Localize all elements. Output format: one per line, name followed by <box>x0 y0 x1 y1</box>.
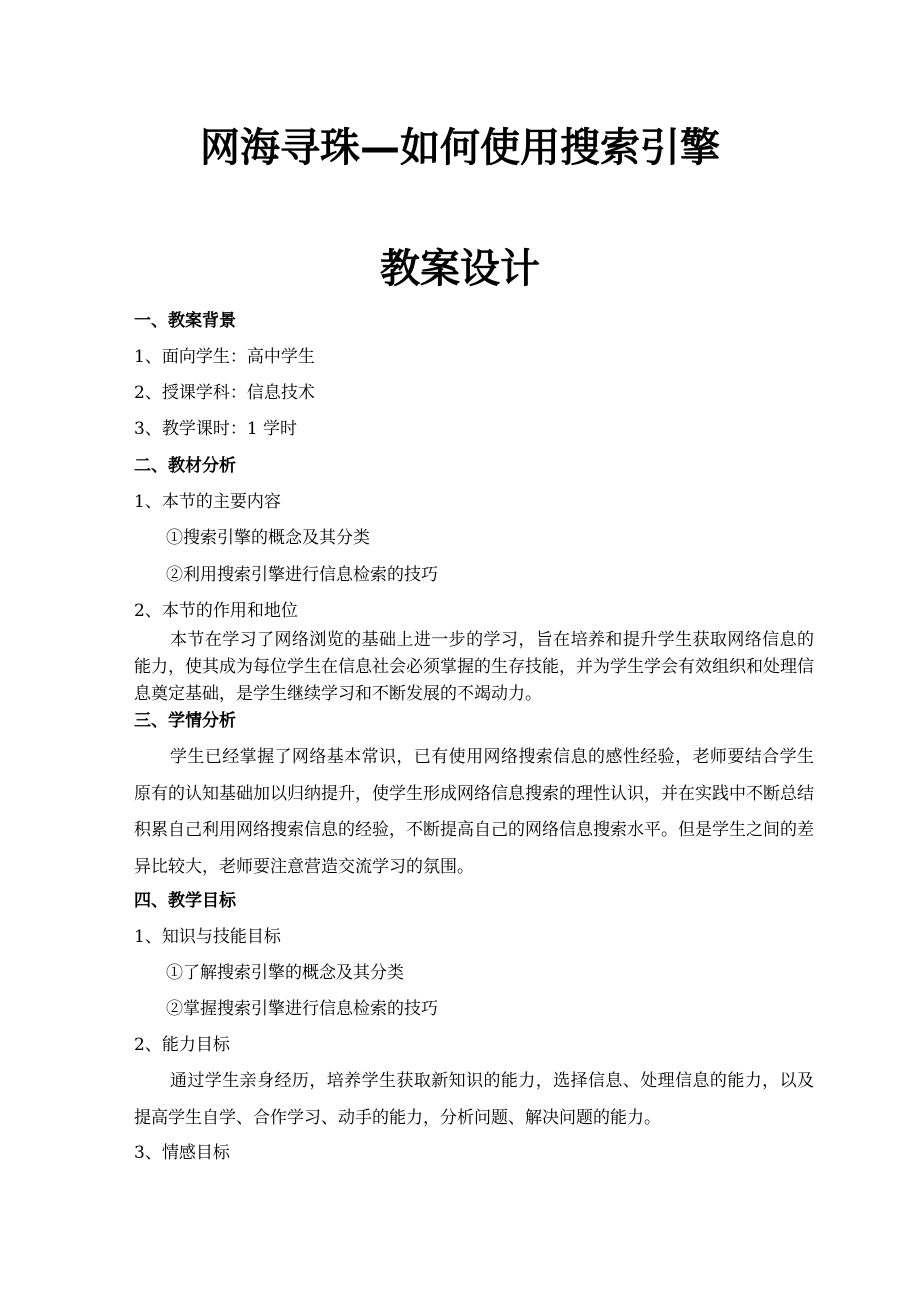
material-item-content: 1、本节的主要内容 <box>134 492 281 512</box>
objectives-ability-paragraph: 通过学生亲身经历，培养学生获取新知识的能力，选择信息、处理信息的能力，以及提高学生自学、合作学习、动手的能力，分析问题、解决问题的能力。 <box>134 1071 814 1128</box>
document-subtitle: 教案设计 <box>380 246 540 292</box>
objectives-item-ability: 2、能力目标 <box>134 1035 230 1055</box>
objectives-item-emotion: 3、情感目标 <box>134 1143 230 1163</box>
background-item-hours: 3、教学课时：1 学时 <box>134 419 298 439</box>
material-item-role: 2、本节的作用和地位 <box>134 601 298 621</box>
learners-paragraph: 学生已经掌握了网络基本常识，已有使用网络搜索信息的感性经验，老师要结合学生原有的认知基础加以归纳提升，使学生形成网络信息搜索的理性认识，并在实践中不断总结积累自己利用网络搜索信息的经验，不断提高自己的网络信息搜索水平。但是学生之间的差异比较大，老师要注意营造交流学习的氛围。 <box>134 747 814 877</box>
material-subitem-concept: ①搜索引擎的概念及其分类 <box>166 528 370 548</box>
background-item-audience: 1、面向学生：高中学生 <box>134 347 315 367</box>
objectives-item-knowledge: 1、知识与技能目标 <box>134 927 281 947</box>
section-heading-material: 二、教材分析 <box>134 456 236 476</box>
document-title: 网海寻珠—如何使用搜索引擎 <box>200 125 720 171</box>
material-subitem-skills: ②利用搜索引擎进行信息检索的技巧 <box>166 565 438 585</box>
objectives-subitem-understand: ①了解搜索引擎的概念及其分类 <box>166 963 404 983</box>
section-heading-objectives: 四、教学目标 <box>134 891 236 911</box>
section-heading-learners: 三、学情分析 <box>134 711 236 731</box>
section-heading-background: 一、教案背景 <box>134 311 236 331</box>
objectives-subitem-master: ②掌握搜索引擎进行信息检索的技巧 <box>166 999 438 1019</box>
background-item-subject: 2、授课学科：信息技术 <box>134 383 315 403</box>
material-role-paragraph: 本节在学习了网络浏览的基础上进一步的学习，旨在培养和提升学生获取网络信息的能力，使其成为每位学生在信息社会必须掌握的生存技能，并为学生学会有效组织和处理信息奠定基础，是学生继续学习和不断发展的不竭动力。 <box>134 630 814 704</box>
